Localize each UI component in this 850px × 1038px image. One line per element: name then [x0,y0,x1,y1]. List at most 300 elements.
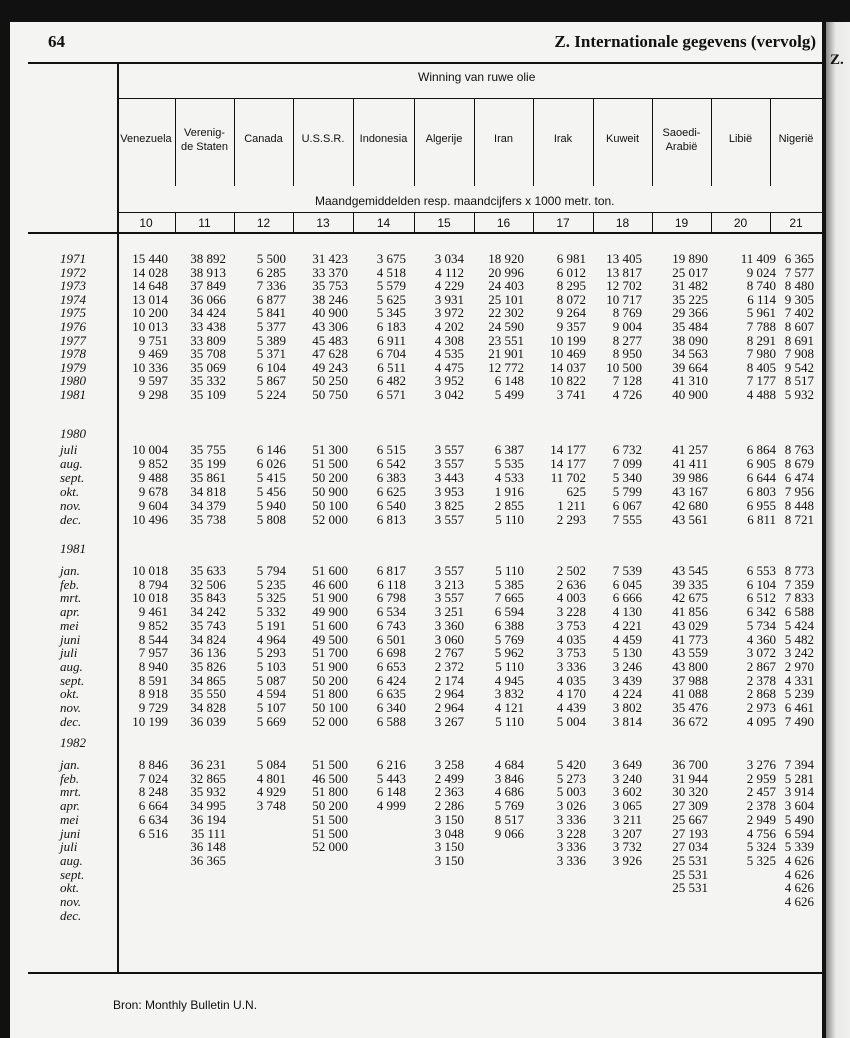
table-cell: 5 371 [256,346,286,362]
table-cell: 10 018 [132,590,168,606]
row-label: aug. [60,658,83,674]
table-cell: 24 403 [488,278,524,294]
table-cell: 6 571 [376,387,406,402]
table-cell: 5 841 [256,305,286,321]
table-cell: 10 336 [132,359,168,375]
table-cell: 7 539 [612,563,642,578]
table-cell: 3 267 [434,713,464,729]
table-cell: 6 216 [376,757,406,772]
row-label: feb. [60,576,80,592]
table-cell: 3 240 [612,770,642,786]
row-label: 1977 [60,332,86,348]
table-cell: 9 305 [784,291,814,307]
table-cell: 10 004 [132,442,168,457]
table-cell: 2 286 [434,798,464,814]
table-cell: 4 221 [612,617,642,633]
table-cell: 9 357 [556,319,586,334]
table-cell: 3 952 [434,373,464,389]
table-cell: 6 183 [376,319,406,334]
table-cell: 42 680 [672,497,708,513]
table-cell: 6 540 [376,497,406,513]
table-cell: 10 013 [132,319,168,334]
table-cell: 35 753 [312,278,348,294]
table-cell: 6 146 [256,442,286,457]
table-cell: 10 199 [550,332,586,348]
table-cell: 10 496 [132,511,168,527]
table-cell: 31 482 [672,278,708,294]
table-cell: 30 320 [672,784,708,800]
table-cell: 6 012 [556,264,586,280]
table-cell: 11 702 [550,469,586,485]
table-cell: 35 111 [191,825,226,841]
group-header: Winning van ruwe olie [418,70,536,84]
table-cell: 5 415 [256,469,286,485]
table-cell: 6 594 [494,604,524,620]
table-cell: 6 635 [376,686,406,702]
table-cell: 38 892 [190,251,226,266]
row-label: jan. [60,757,80,772]
table-cell: 8 591 [138,672,168,688]
table-top-rule [28,62,822,64]
row-label: okt. [60,880,80,896]
table-cell: 43 559 [672,645,708,661]
table-cell: 6 698 [376,645,406,661]
row-label: 1980 [60,373,86,389]
row-label: apr. [60,798,80,814]
table-cell: 6 114 [747,291,776,307]
row-label: 1976 [60,319,86,334]
table-cell: 8 277 [612,332,642,348]
table-cell: 5 420 [556,757,586,772]
table-cell: 52 000 [312,511,348,527]
table-cell: 3 557 [434,590,464,606]
table-cell: 4 224 [612,686,642,702]
table-cell: 3 242 [784,645,814,661]
table-cell: 3 753 [556,645,586,661]
table-cell: 11 409 [740,251,776,266]
row-label: mrt. [60,784,82,800]
table-cell: 40 900 [312,305,348,321]
table-cell: 34 379 [190,497,226,513]
row-label: juli [60,839,78,855]
table-cell: 6 553 [746,563,776,578]
table-cell: 38 913 [190,264,226,280]
table-cell: 3 246 [612,658,642,674]
table-cell: 6 644 [746,469,776,485]
table-cell: 25 531 [672,852,708,868]
table-cell: 4 801 [256,770,286,786]
table-cell: 625 [566,483,586,499]
table-cell: 6 026 [256,455,286,471]
table-cell: 8 691 [784,332,814,348]
table-cell: 4 035 [556,672,586,688]
table-cell: 40 900 [672,387,708,402]
row-label: jan. [60,563,80,578]
row-label: aug. [60,455,83,471]
column-number-0: 10 [139,216,153,230]
table-cell: 14 177 [550,455,586,471]
table-cell: 43 029 [672,617,708,633]
table-cell: 35 633 [190,563,226,578]
table-cell: 7 956 [784,483,814,499]
table-cell: 4 929 [256,784,286,800]
table-cell: 13 014 [132,291,168,307]
table-cell: 5 345 [376,305,406,321]
table-cell: 5 482 [784,631,814,647]
row-label: mrt. [60,590,82,606]
table-cell: 6 811 [747,511,776,527]
table-cell: 5 456 [256,483,286,499]
table-cell: 7 336 [256,278,286,294]
table-cell: 3 557 [434,563,464,578]
row-label: dec. [60,511,82,527]
table-cell: 33 438 [190,319,226,334]
table-cell: 4 439 [556,700,586,715]
table-cell: 3 972 [434,305,464,321]
table-cell: 37 988 [672,672,708,688]
table-cell: 3 060 [434,631,464,647]
table-cell: 3 276 [746,757,776,772]
table-cell: 50 750 [312,387,348,402]
table-cell: 14 648 [132,278,168,294]
table-cell: 3 602 [612,784,642,800]
table-cell: 8 794 [138,576,168,592]
table-cell: 1 211 [557,497,586,513]
table-cell: 10 500 [606,359,642,375]
table-cell: 51 800 [312,686,348,702]
table-cell: 6 798 [376,590,406,606]
table-cell: 20 996 [488,264,524,280]
table-cell: 38 090 [672,332,708,348]
table-cell: 6 803 [746,483,776,499]
table-cell: 3 207 [612,825,642,841]
column-number-11: 21 [789,216,803,230]
column-header-6: Iran [494,133,513,145]
table-cell: 25 531 [672,880,708,896]
table-cell: 3 336 [556,839,586,855]
table-cell: 6 653 [376,658,406,674]
table-cell: 43 800 [672,658,708,674]
row-label: dec. [60,713,82,729]
table-cell: 6 743 [376,617,406,633]
unit-header: Maandgemiddelden resp. maandcijfers x 1000 metr. ton. [315,194,615,208]
table-cell: 6 148 [376,784,406,800]
row-label: apr. [60,604,80,620]
next-page-edge [826,22,850,1038]
table-cell: 5 110 [495,563,524,578]
table-cell: 3 649 [612,757,642,772]
table-cell: 4 756 [746,825,776,841]
table-cell: 10 199 [132,713,168,729]
column-header-7: Irak [553,133,573,145]
table-cell: 2 502 [556,563,586,578]
table-cell: 32 865 [190,770,226,786]
table-cell: 5 377 [256,319,286,334]
table-cell: 9 597 [138,373,168,389]
table-cell: 8 940 [138,658,168,674]
table-cell: 3 150 [434,839,464,855]
table-cell: 3 065 [612,798,642,814]
table-cell: 6 905 [746,455,776,471]
table-cell: 4 626 [784,866,814,882]
table-cell: 3 741 [556,387,586,402]
table-cell: 4 626 [784,894,814,909]
table-cell: 4 488 [746,387,776,402]
table-cell: 35 550 [190,686,226,702]
table-cell: 27 309 [672,798,708,814]
table-cell: 12 772 [488,359,524,375]
table-cell: 10 822 [550,373,586,389]
table-cell: 5 332 [256,604,286,620]
table-cell: 4 626 [784,852,814,868]
table-cell: 36 148 [190,839,226,855]
row-label: sept. [60,672,85,688]
table-cell: 8 769 [612,305,642,321]
table-cell: 5 235 [256,576,286,592]
table-cell: 2 636 [556,576,586,592]
table-cell: 15 440 [132,251,168,266]
table-cell: 33 370 [312,264,348,280]
row-label: nov. [60,497,82,513]
table-cell: 5 239 [784,686,814,702]
table-cell: 8 607 [784,319,814,334]
table-cell: 7 980 [746,346,776,362]
table-cell: 3 213 [434,576,464,592]
table-cell: 6 148 [494,373,524,389]
table-cell: 41 773 [672,631,708,647]
section-title: 1980 [60,426,86,441]
table-cell: 6 511 [377,359,406,375]
table-cell: 9 604 [138,497,168,513]
table-cell: 35 476 [672,700,708,715]
table-cell: 4 360 [746,631,776,647]
table-cell: 34 818 [190,483,226,499]
table-cell: 4 726 [612,387,642,402]
table-cell: 18 920 [488,251,524,266]
table-cell: 6 104 [746,576,776,592]
table-cell: 25 101 [488,291,524,307]
table-cell: 3 753 [556,617,586,633]
header-bottom-rule [28,232,822,234]
table-cell: 4 003 [556,590,586,606]
table-cell: 5 110 [495,511,524,527]
table-cell: 36 039 [190,713,226,729]
table-cell: 6 501 [376,631,406,647]
row-label: feb. [60,770,80,786]
table-cell: 8 480 [784,278,814,294]
table-cell: 5 107 [256,700,286,715]
table-cell: 5 669 [256,713,286,729]
table-cell: 6 383 [376,469,406,485]
table-cell: 4 945 [494,672,524,688]
table-cell: 7 833 [784,590,814,606]
table-cell: 4 535 [434,346,464,362]
table-cell: 5 130 [612,645,642,661]
table-cell: 51 900 [312,590,348,606]
table-cell: 8 517 [494,811,524,827]
table-cell: 3 439 [612,672,642,688]
table-cell: 4 170 [556,686,586,702]
table-cell: 5 625 [376,291,406,307]
table-cell: 8 517 [784,373,814,389]
table-cell: 41 856 [672,604,708,620]
row-label: 1971 [60,251,86,266]
table-cell: 5 867 [256,373,286,389]
table-cell: 9 264 [556,305,586,321]
table-bottom-rule [28,972,822,974]
table-cell: 5 499 [494,387,524,402]
row-label: 1972 [60,264,86,280]
table-cell: 35 932 [190,784,226,800]
table-cell: 10 018 [132,563,168,578]
table-cell: 6 594 [784,825,814,841]
table-cell: 25 017 [672,264,708,280]
table-cell: 8 950 [612,346,642,362]
table-cell: 6 534 [376,604,406,620]
table-cell: 5 799 [612,483,642,499]
table-cell: 51 800 [312,784,348,800]
column-header-0: Venezuela [120,133,172,145]
table-cell: 3 228 [556,604,586,620]
table-cell: 3 072 [746,645,776,661]
table-cell: 39 335 [672,576,708,592]
table-cell: 7 490 [784,713,814,729]
column-header-1: Verenig- de Staten [180,127,229,153]
table-cell: 25 531 [672,866,708,882]
table-cell: 51 500 [312,811,348,827]
table-cell: 32 506 [190,576,226,592]
table-cell: 7 128 [612,373,642,389]
table-cell: 3 748 [256,798,286,814]
table-cell: 2 293 [556,511,586,527]
table-cell: 5 389 [256,332,286,348]
table-cell: 46 500 [312,770,348,786]
table-cell: 4 308 [434,332,464,348]
table-cell: 13 405 [606,251,642,266]
table-cell: 2 378 [746,672,776,688]
table-cell: 4 594 [256,686,286,702]
table-cell: 5 003 [556,784,586,800]
column-header-4: Indonesia [359,133,408,145]
table-cell: 7 908 [784,346,814,362]
table-cell: 43 561 [672,511,708,527]
table-cell: 21 901 [488,346,524,362]
table-cell: 35 708 [190,346,226,362]
table-cell: 2 174 [434,672,464,688]
row-label: juli [60,645,78,661]
table-cell: 7 577 [784,264,814,280]
table-cell: 50 200 [312,469,348,485]
table-cell: 3 443 [434,469,464,485]
table-cell: 3 953 [434,483,464,499]
table-cell: 51 700 [312,645,348,661]
table-cell: 2 970 [784,658,814,674]
table-cell: 5 794 [256,563,286,578]
table-cell: 43 167 [672,483,708,499]
table-cell: 13 817 [606,264,642,280]
table-cell: 45 483 [312,332,348,348]
table-cell: 2 855 [494,497,524,513]
table-cell: 35 225 [672,291,708,307]
table-cell: 2 457 [746,784,776,800]
table-cell: 4 035 [556,631,586,647]
table-cell: 51 500 [312,455,348,471]
table-cell: 6 342 [746,604,776,620]
table-cell: 3 228 [556,825,586,841]
column-header-8: Kuweit [605,133,640,145]
table-cell: 6 817 [376,563,406,578]
table-cell: 2 499 [434,770,464,786]
table-cell: 4 112 [435,264,464,280]
table-cell: 50 250 [312,373,348,389]
table-cell: 7 788 [746,319,776,334]
section-title: 1982 [60,735,86,750]
table-cell: 5 734 [746,617,776,633]
table-cell: 6 664 [138,798,168,814]
table-cell: 4 686 [494,784,524,800]
table-cell: 29 366 [672,305,708,321]
table-cell: 6 118 [377,576,406,592]
table-cell: 50 100 [312,497,348,513]
table-cell: 5 962 [494,645,524,661]
table-cell: 14 037 [550,359,586,375]
table-cell: 2 949 [746,811,776,827]
table-cell: 4 999 [376,798,406,814]
row-label: okt. [60,483,80,499]
table-cell: 3 150 [434,811,464,827]
row-label: nov. [60,894,82,909]
table-cell: 3 336 [556,852,586,868]
table-cell: 9 488 [138,469,168,485]
table-cell: 14 028 [132,264,168,280]
table-cell: 3 026 [556,798,586,814]
table-cell: 5 932 [784,387,814,402]
table-cell: 36 365 [190,852,226,868]
table-cell: 9 024 [746,264,776,280]
table-cell: 8 072 [556,291,586,307]
table-cell: 5 084 [256,757,286,772]
table-cell: 3 557 [434,442,464,457]
table-cell: 5 293 [256,645,286,661]
table-cell: 31 423 [312,251,348,266]
table-cell: 39 986 [672,469,708,485]
table-cell: 37 849 [190,278,226,294]
column-number-2: 12 [256,216,271,230]
table-cell: 6 542 [376,455,406,471]
table-cell: 49 900 [312,604,348,620]
table-cell: 8 679 [784,455,814,471]
table-cell: 6 864 [746,442,776,457]
table-cell: 3 832 [494,686,524,702]
row-label: 1979 [60,359,86,375]
table-cell: 8 773 [784,563,814,578]
table-cell: 7 402 [784,305,814,321]
column-header-3: U.S.S.R. [301,133,345,145]
column-number-9: 19 [674,216,689,230]
table-cell: 6 067 [612,497,642,513]
table-cell: 5 961 [746,305,776,321]
table-cell: 8 763 [784,442,814,457]
table-cell: 36 194 [190,811,226,827]
column-header-10: Libië [728,133,753,145]
table-cell: 6 340 [376,700,406,715]
table-cell: 34 242 [190,604,226,620]
table-cell: 4 475 [434,359,464,375]
table-cell: 4 331 [784,672,814,688]
table-cell: 6 813 [376,511,406,527]
table-cell: 3 914 [784,784,814,800]
table-cell: 12 702 [606,278,642,294]
